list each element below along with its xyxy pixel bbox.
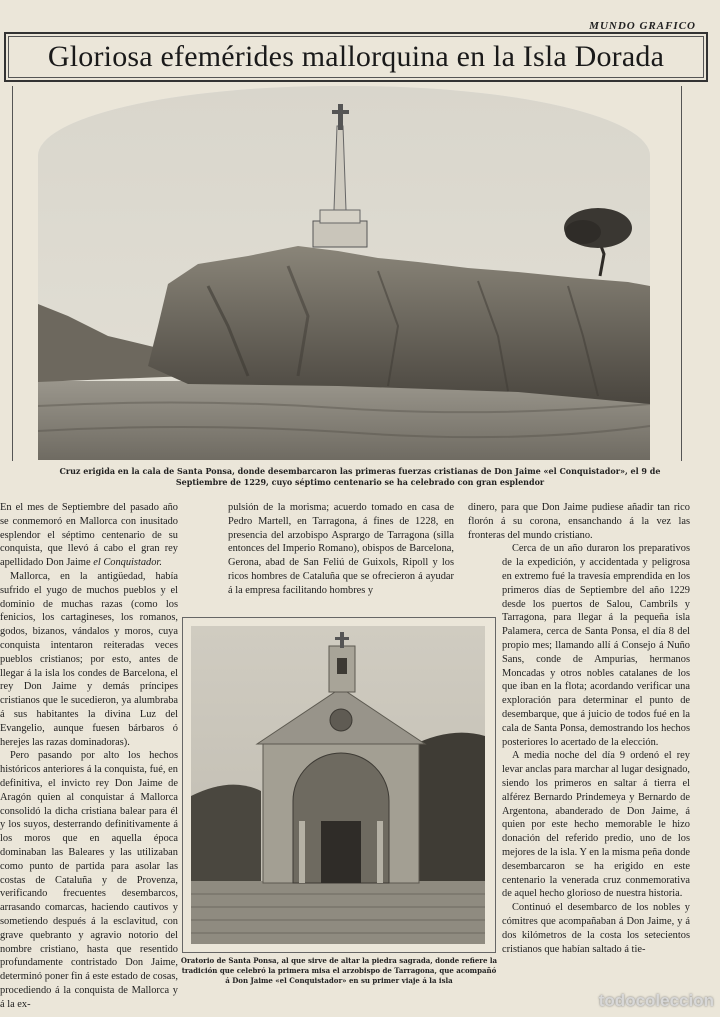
col3-paragraph-1: dinero, para que Don Jaime pudiese añadir tan rico florón á su corona, ensanchando á la vez las fronteras del mundo cristiano. — [468, 502, 690, 541]
chapel-illustration — [191, 626, 485, 944]
title-box — [4, 32, 708, 82]
col3-paragraph-4: Continuó el desembarco de los nobles y cómitres que acompañaban á Don Jaime, y á dos kilómetros de la costa los setecientos cristianos que habían saltado á tie- — [502, 902, 690, 955]
page-title: Gloriosa efemérides mallorquina en la Isla Dorada — [47, 40, 665, 73]
text-column-1 — [0, 501, 178, 1011]
masthead: MUNDO GRAFICO — [589, 20, 696, 32]
chapel-photo — [191, 626, 485, 944]
col1-paragraph-3: Pero pasando por alto los hechos históricos anteriores á la conquista, fué, en definitiva, el invicto rey Don Jaime de Aragón quien al conquistar á Mallorca consolidó la dicha cristiana balear para él y los suyos, desterrando definitivamente á los moros que en aquella época dominaban las Baleares y las utilizaban como punto de partida para asolar las costas de Cataluña y de Provenza, verificando frecuentes desembarcos, arrasando comarcas, haciendo cautivos y sometiendo después á la esclavitud, con grave quebranto y agravio notorio del nombre cristiano, hasta que resentido profundamente contristado Don Jaime, determinó poner fin á este estado de cosas, procediendo á la conquista de Mallorca y á la ex- — [0, 750, 178, 1010]
col1-paragraph-2: Mallorca, en la antigüedad, había sufrido el yugo de muchos pueblos y el dominio de muchas razas (como los fenicios, los cartagineses, los romanos, godos, bizanos, vándalos y moros, cuya conquista intentaron reiteradas veces pueblos cristianos; por esto, antes de llegar á la isla los condes de Barcelona, el rey Don Jaime y demás príncipes cristianos que le sucedieron, ya alumbraba á sus habitantes la divina Luz del Evangelio, aunque fuesen bárbaros ó herejes las razas dominadoras). — [0, 570, 178, 748]
text-column-2 — [228, 501, 454, 598]
cross-photo — [38, 86, 650, 460]
cross-on-rock-illustration — [38, 86, 650, 460]
col2-paragraph-1: pulsión de la morisma; acuerdo tomado en casa de Pedro Martell, en Tarragona, á fines de 1228, en presencia del arzobispo Asprargo de Tarragona (silla entonces del Imperio Romano), obispos de Barcelona, Gerona, abad de San Feliú de Guixols, Ripoll y los ricos hombres de Cataluña que se ofrecieron á ayudar á la empresa facilitando hombres y — [228, 502, 454, 596]
col3-paragraph-2: Cerca de un año duraron los preparativos de la expedición, y accidentada y peligrosa en extremo fué la travesía emprendida en los primeros días de Septiembre del año 1229 desde los puertos de Salou, Cambrils y Tarragona, para llegar á la pequeña isla Palamera, cerca de Santa Ponsa, el día 8 del propio mes; llamando allí á Consejo á Nuño Sans, conde de Ampurias, hermanos Moncadas y otros nobles catalanes de los que iban en la flota; acordando verificar una exploración para determinar el punto de desembarque, que á juicio de todos fué en la cala de Santa Ponsa, demostrando los hechos posteriores lo acertado de la elección. — [502, 543, 690, 748]
col3-paragraph-3: A media noche del día 9 ordenó el rey levar anclas para marchar al lugar designado, siendo los primeros en saltar á tierra el alférez Bernardo Prindemeya y Bernardo de Argentona, abanderado de Don Jaime, á quien por este hecho memorable le hizo donación del referido predio, uno de los mejores de la isla. Y en la misma peña donde desembarcaron se ha erigido en este centenario la venerada cruz conmemorativa de aquel hecho glorioso de nuestra historia. — [502, 750, 690, 900]
text-column-3 — [468, 501, 690, 956]
col1-paragraph-1: En el mes de Septiembre del pasado año se conmemoró en Mallorca con inusitado esplendor el séptimo centenario de su conquista, que llevó á cabo el gran rey apellidado Don Jaime el Conquistador. — [0, 502, 178, 569]
watermark: todocoleccion — [598, 991, 714, 1010]
photo1-caption: Cruz erigida en la cala de Santa Ponsa, donde desembarcaron las primeras fuerzas cristianas de Don Jaime «el Conquistador», el 9 de Septiembre de 1229, cuyo séptimo centenario se ha celebrado con gran esplendor — [59, 466, 661, 487]
photo2-caption: Oratorio de Santa Ponsa, al que sirve de altar la piedra sagrada, donde refiere la tradición que celebró la primera misa el arzobispo de Tarragona, que acompañó á Don Jaime «el Conquistador» en su primer viaje á la isla — [180, 956, 498, 985]
